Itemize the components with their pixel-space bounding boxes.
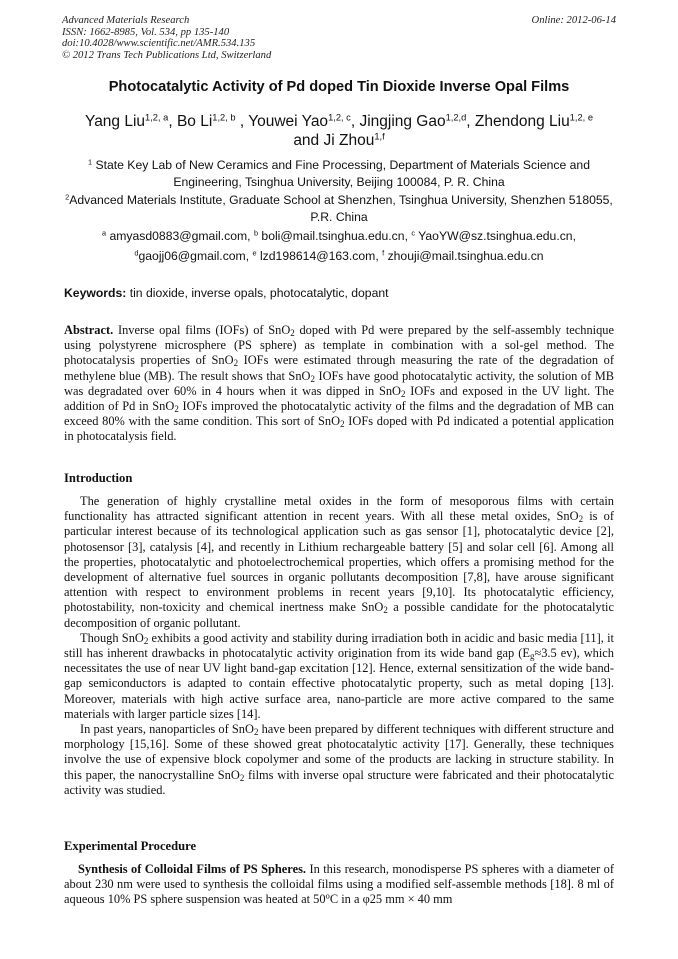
doi-line: doi:10.4028/www.scientific.net/AMR.534.135	[62, 38, 256, 50]
author-sup: 1,2, c	[328, 112, 351, 123]
author-sup: 1,f	[374, 131, 385, 142]
author-list: Yang Liu$^{1,2, a}$, Bo Li$^{1,2, b}$ , Youwei Yao$^{1,2, c}$, Jingjing Gao$^{1,2,d}$, Zhendong Liu$^{1,2, e}$ and Ji Zhou$^{1,f}$	[85, 112, 593, 149]
email-list: $^a$ amyasd0883@gmail.com, $^b$ boli@mail.tsinghua.edu.cn, $^c$ YaoYW@sz.tsinghua.edu.cn, $^d$gaojj06@gmail.com, $^e$ lzd198614@163.com, $^f$ zhouji@mail.tsinghua.edu.cn	[102, 228, 576, 263]
author-name: Jingjing Gao	[359, 113, 446, 130]
paragraph: The generation of highly crystalline metal oxides in the form of mesoporous films with certain functionality has attracted significant attention in recent years. With all these metal oxides, SnO$_2$ is of particular interest because of its technological application such as gas sensor [1], photocatalytic device [2], photosensor [3], catalysis [4], and recently in Lithium rechargeable battery [5] and solar cell [6]. Among all the properties, photocatalytic and photoelectrochemical properties, which offers a promising method for the development of alternative fuel sources in organic pollutants decomposition [7,8], have arouse significant attention with respect to environment problems in recent years [9,10]. Its photocatalytic efficiency, photostability, non-toxicity and chemical inertness make SnO$_2$ a possible candidate for the photocatalytic decomposition of organic pollutant.	[64, 494, 614, 630]
affiliation-2: $^2$Advanced Materials Institute, Graduate School at Shenzhen, Tsinghua University, Shenzhen 518055, P.R. China	[65, 192, 613, 224]
affiliation-1: $^1$ State Key Lab of New Ceramics and Fine Processing, Department of Materials Science and Engineering, Tsinghua University, Beijing 100084, P. R. China	[88, 157, 590, 189]
section-heading-experimental: Experimental Procedure	[64, 839, 197, 853]
email-link[interactable]: gaojj06@gmail.com	[138, 249, 246, 263]
author-name: Ji Zhou	[323, 132, 375, 149]
subsection-heading: Synthesis of Colloidal Films of PS Spheres.	[78, 862, 307, 876]
paragraph: Synthesis of Colloidal Films of PS Spheres. In this research, monodisperse PS spheres with a diameter of about 230 nm were used to synthesis the colloidal films using a modified self-assemble methods [18]. 8 ml of aqueous 10% PS sphere suspension was heated at 50$^o$C in a φ25 mm × 40 mm	[64, 862, 614, 907]
author-sup: 1,2, b	[212, 112, 236, 123]
abstract: Abstract. Inverse opal films (IOFs) of SnO$_2$ doped with Pd were prepared by the self-assembly technique using polystyrene microsphere (PS sphere) as template in combination with a sol-gel method. The photocatalysis properties of SnO$_2$ IOFs were estimated through measuring the rate of the degradation of methylene blue (MB). The result shows that SnO$_2$ IOFs have good photocatalytic activity, the solution of MB was degradated over 60% in 4 hours when it was dipped in SnO$_2$ IOFs and exposed in the UV light. The addition of Pd in SnO$_2$ IOFs improved the photocatalytic activity of the films and the degradation of MB can exceed 80% with the same condition. This sort of SnO$_2$ IOFs doped with Pd indicated a potential application in photocatalysis field.	[64, 323, 615, 444]
email-link[interactable]: boli@mail.tsinghua.edu.cn	[261, 229, 405, 243]
copyright-line: © 2012 Trans Tech Publications Ltd, Switzerland	[62, 49, 272, 61]
paragraph: In past years, nanoparticles of SnO$_2$ have been prepared by different techniques with different structure and morphology [15,16]. Some of these showed great photocatalytic activity [17]. Generally, these techniques involve the use of expensive block copolymer and some of the products are lacking in structure stability. In this paper, the nanocrystalline SnO$_2$ films with inverse opal structure were fabricated and their photocatalytic activity was studied.	[64, 722, 615, 797]
issn-line: ISSN: 1662-8985, Vol. 534, pp 135-140	[62, 26, 230, 38]
keywords-label: Keywords:	[64, 286, 127, 300]
abstract-label: Abstract.	[64, 323, 114, 337]
email-link[interactable]: zhouji@mail.tsinghua.edu.cn	[387, 249, 544, 263]
email-link[interactable]: YaoYW@sz.tsinghua.edu.cn	[418, 229, 573, 243]
author-name: Zhendong Liu	[474, 113, 570, 130]
introduction-body	[64, 494, 614, 798]
author-sup: 1,2,d	[445, 112, 467, 123]
email-link[interactable]: amyasd0883@gmail.com	[109, 229, 248, 243]
author-name: Yang Liu	[85, 113, 146, 130]
keywords	[64, 286, 389, 300]
journal-header	[62, 15, 271, 61]
keywords-text: tin dioxide, inverse opals, photocatalytic, dopant	[129, 286, 389, 300]
author-sup: 1,2, a	[145, 112, 169, 123]
author-name: Youwei Yao	[248, 113, 329, 130]
paper-title: Photocatalytic Activity of Pd doped Tin Dioxide Inverse Opal Films	[108, 79, 570, 95]
experimental-body	[64, 862, 614, 908]
email-link[interactable]: lzd198614@163.com	[259, 249, 376, 263]
paragraph: Though SnO$_2$ exhibits a good activity and stability during irradiation both in acidic and basic media [11], it still has inherent drawbacks in photocatalytic activity origination from its wide band gap ($E_g\approx 3.5$ ev), which necessitates the use of near UV light band-gap excitation [12]. Hence, external sensitization of the wide band-gap semiconductors is adapted to contain effective photocatalytic property, such as metal doping [13]. Moreover, materials with high active surface area, nano-particle are more active compared to the same materials with larger particle sizes [14].	[64, 630, 614, 721]
online-date: Online: 2012-06-14	[531, 15, 616, 26]
author-sup: 1,2, e	[569, 112, 593, 123]
section-heading-introduction: Introduction	[64, 471, 133, 485]
author-name: Bo Li	[176, 113, 213, 130]
journal-name: Advanced Materials Research	[62, 15, 190, 26]
